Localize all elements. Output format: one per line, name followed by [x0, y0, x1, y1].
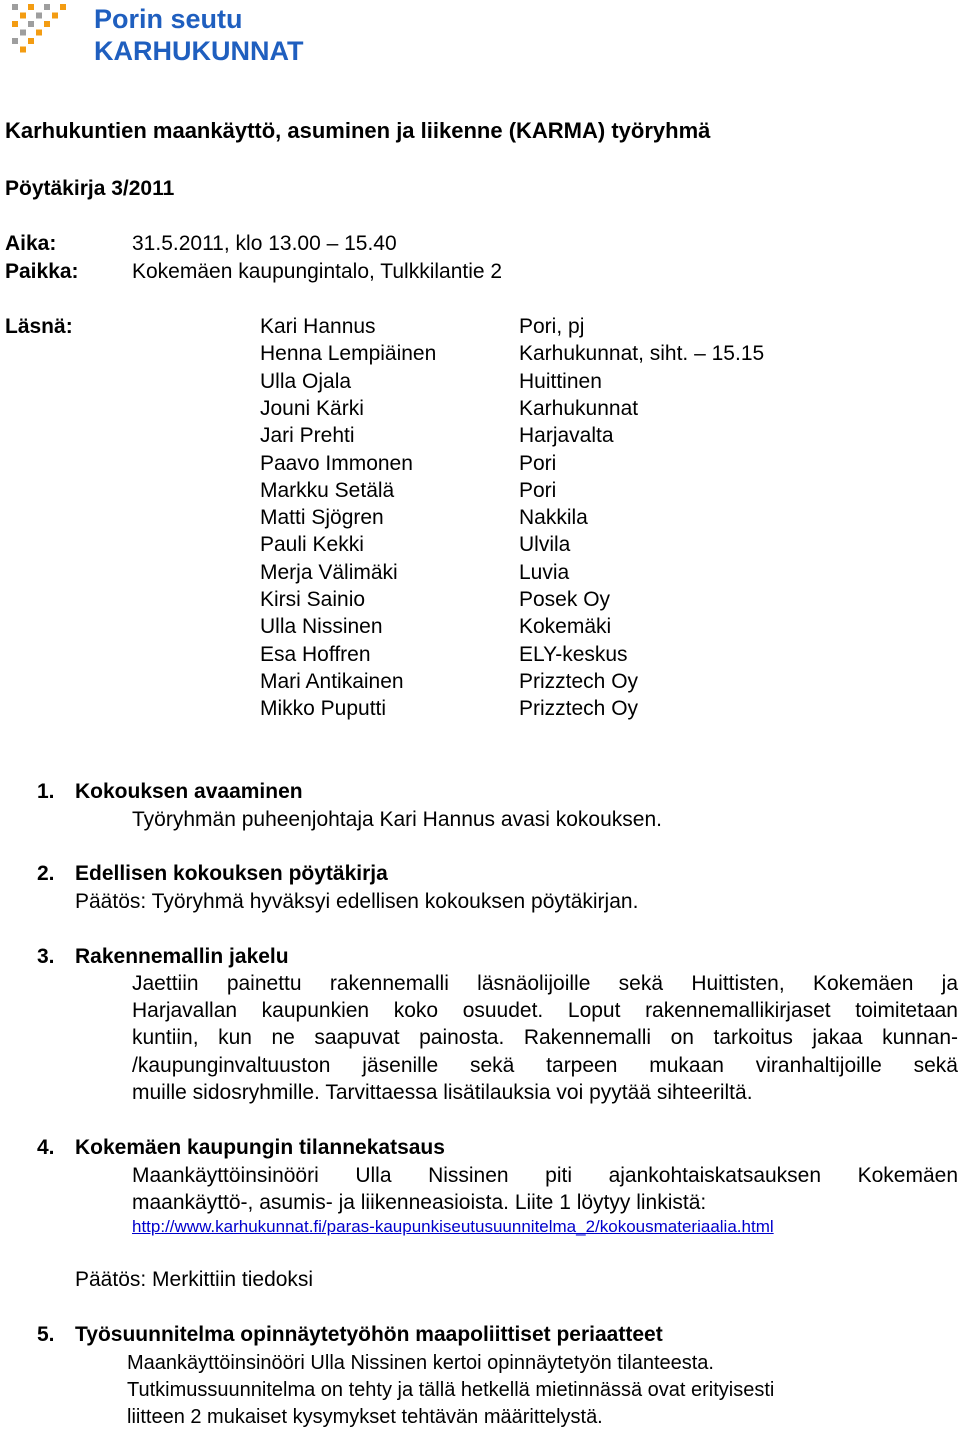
- logo-dot: [12, 4, 18, 10]
- section-1-text: Työryhmän puheenjohtaja Kari Hannus avasi kokouksen.: [132, 808, 662, 831]
- attendee-organization: Pori, pj: [519, 315, 585, 338]
- logo-dot: [20, 47, 26, 53]
- attendee-name: Henna Lempiäinen: [260, 342, 437, 366]
- logo-dot: [28, 4, 34, 10]
- attendee-organization: Kokemäki: [519, 615, 612, 639]
- logo-dot: [52, 13, 58, 19]
- place-label: Paikka:: [5, 260, 79, 283]
- section-number: 5.: [37, 1323, 55, 1346]
- document-title: Karhukuntien maankäyttö, asuminen ja liikenne (KARMA) työryhmä: [5, 118, 711, 143]
- logo-dot: [12, 21, 18, 27]
- logo-dot: [44, 4, 50, 10]
- section-3-line: Harjavallan kaupunkien koko osuudet. Loput rakennemallikirjaset toimitetaan: [132, 999, 958, 1022]
- section-5-line: liitteen 2 mukaiset kysymykset tehtävän määrittelystä.: [127, 1406, 603, 1428]
- place-value: Kokemäen kaupungintalo, Tulkkilantie 2: [132, 260, 503, 283]
- section-number: 3.: [37, 945, 55, 968]
- present-label: Läsnä:: [5, 315, 73, 338]
- logo-dot: [20, 30, 26, 36]
- section-number: 1.: [37, 780, 55, 803]
- logo-dot: [28, 38, 34, 44]
- attendee-name: Paavo Immonen: [260, 451, 413, 475]
- attendee-name: Kirsi Sainio: [260, 588, 366, 611]
- section-5-line: Tutkimussuunnitelma on tehty ja tällä hetkellä mietinnässä ovat erityisesti: [127, 1379, 775, 1401]
- attendee-name: Pauli Kekki: [260, 533, 364, 557]
- logo-line-2: KARHUKUNNAT: [94, 36, 304, 66]
- section-5-heading: [37, 1322, 663, 1347]
- attendee-organization: Karhukunnat, siht. – 15.15: [519, 342, 765, 366]
- section-4-heading: [37, 1135, 445, 1160]
- attendee-name: Markku Setälä: [260, 478, 395, 502]
- section-title: Kokemäen kaupungin tilannekatsaus: [75, 1136, 445, 1159]
- logo-dot: [12, 38, 18, 44]
- section-2-text: Päätös: Työryhmä hyväksyi edellisen kokouksen pöytäkirjan.: [75, 890, 639, 913]
- attendee-organization: ELY-keskus: [519, 642, 628, 666]
- section-3-line: Jaettiin painettu rakennemalli läsnäolijoille sekä Huittisten, Kokemäen ja: [132, 972, 958, 995]
- attendee-name: Ulla Nissinen: [260, 615, 383, 639]
- attendee-name: Mikko Puputti: [260, 697, 387, 721]
- attendee-name: Mari Antikainen: [260, 669, 404, 693]
- attendee-name: Jari Prehti: [260, 424, 355, 448]
- section-4-decision: Päätös: Merkittiin tiedoksi: [75, 1268, 314, 1291]
- attendee-name: Kari Hannus: [260, 315, 376, 338]
- section-3-heading: [37, 944, 289, 969]
- section-5-line: Maankäyttöinsinööri Ulla Nissinen kertoi opinnäytetyön tilanteesta.: [127, 1352, 714, 1374]
- logo-dot: [20, 13, 26, 19]
- logo-dot: [60, 4, 66, 10]
- attendee-organization: Huittinen: [519, 369, 602, 393]
- attendee-organization: Harjavalta: [519, 424, 614, 448]
- attendee-name: Matti Sjögren: [260, 506, 384, 530]
- section-2-heading: [37, 861, 388, 886]
- logo-dot: [36, 30, 42, 36]
- section-title: Kokouksen avaaminen: [75, 780, 303, 803]
- attendee-organization: Prizztech Oy: [519, 697, 639, 721]
- time-value: 31.5.2011, klo 13.00 – 15.40: [132, 232, 397, 255]
- section-4-line: maankäyttö-, asumis- ja liikenneasioista. Liite 1 löytyy linkistä:: [132, 1191, 707, 1214]
- section-title: Rakennemallin jakelu: [75, 945, 289, 968]
- attendee-organization: Pori: [519, 478, 557, 502]
- attendee-organization: Posek Oy: [519, 588, 611, 611]
- section-title: Edellisen kokouksen pöytäkirja: [75, 862, 388, 885]
- section-number: 4.: [37, 1136, 55, 1159]
- attendee-organization: Pori: [519, 451, 557, 475]
- attendee-name: Jouni Kärki: [260, 396, 364, 420]
- minutes-number: Pöytäkirja 3/2011: [5, 177, 175, 200]
- logo-dot: [28, 21, 34, 27]
- section-number: 2.: [37, 862, 55, 885]
- logo-dot: [44, 21, 50, 27]
- attendee-name: Merja Välimäki: [260, 560, 398, 584]
- section-4-line: Maankäyttöinsinööri Ulla Nissinen piti ajankohtaiskatsauksen Kokemäen: [132, 1164, 958, 1187]
- logo-line-1: Porin seutu: [94, 4, 243, 34]
- attendee-name: Esa Hoffren: [260, 642, 371, 666]
- time-label: Aika:: [5, 232, 57, 255]
- attendee-organization: Ulvila: [519, 533, 571, 557]
- section-title: Työsuunnitelma opinnäytetyöhön maapoliittiset periaatteet: [75, 1323, 663, 1346]
- attendee-name: Ulla Ojala: [260, 369, 352, 393]
- section-3-line: kuntiin, kun ne saapuvat painosta. Rakennemalli on tarkoitus jakaa kunnan-: [132, 1026, 958, 1049]
- section-3-line: muille sidosryhmille. Tarvittaessa lisätilauksia voi pyytää sihteeriltä.: [132, 1081, 753, 1104]
- attendee-organization: Nakkila: [519, 506, 588, 530]
- attachment-link[interactable]: http://www.karhukunnat.fi/paras-kaupunkiseutusuunnitelma_2/kokousmateriaalia.html: [132, 1217, 774, 1236]
- section-1-heading: [37, 779, 303, 804]
- attendee-organization: Luvia: [519, 560, 570, 584]
- attendee-organization: Prizztech Oy: [519, 669, 639, 693]
- section-3-line: /kaupunginvaltuuston jäsenille sekä tarpeen mukaan viranhaltijoille sekä: [132, 1054, 958, 1077]
- logo-mark-icon: [12, 4, 76, 56]
- logo-dot: [36, 13, 42, 19]
- attendee-organization: Karhukunnat: [519, 396, 639, 420]
